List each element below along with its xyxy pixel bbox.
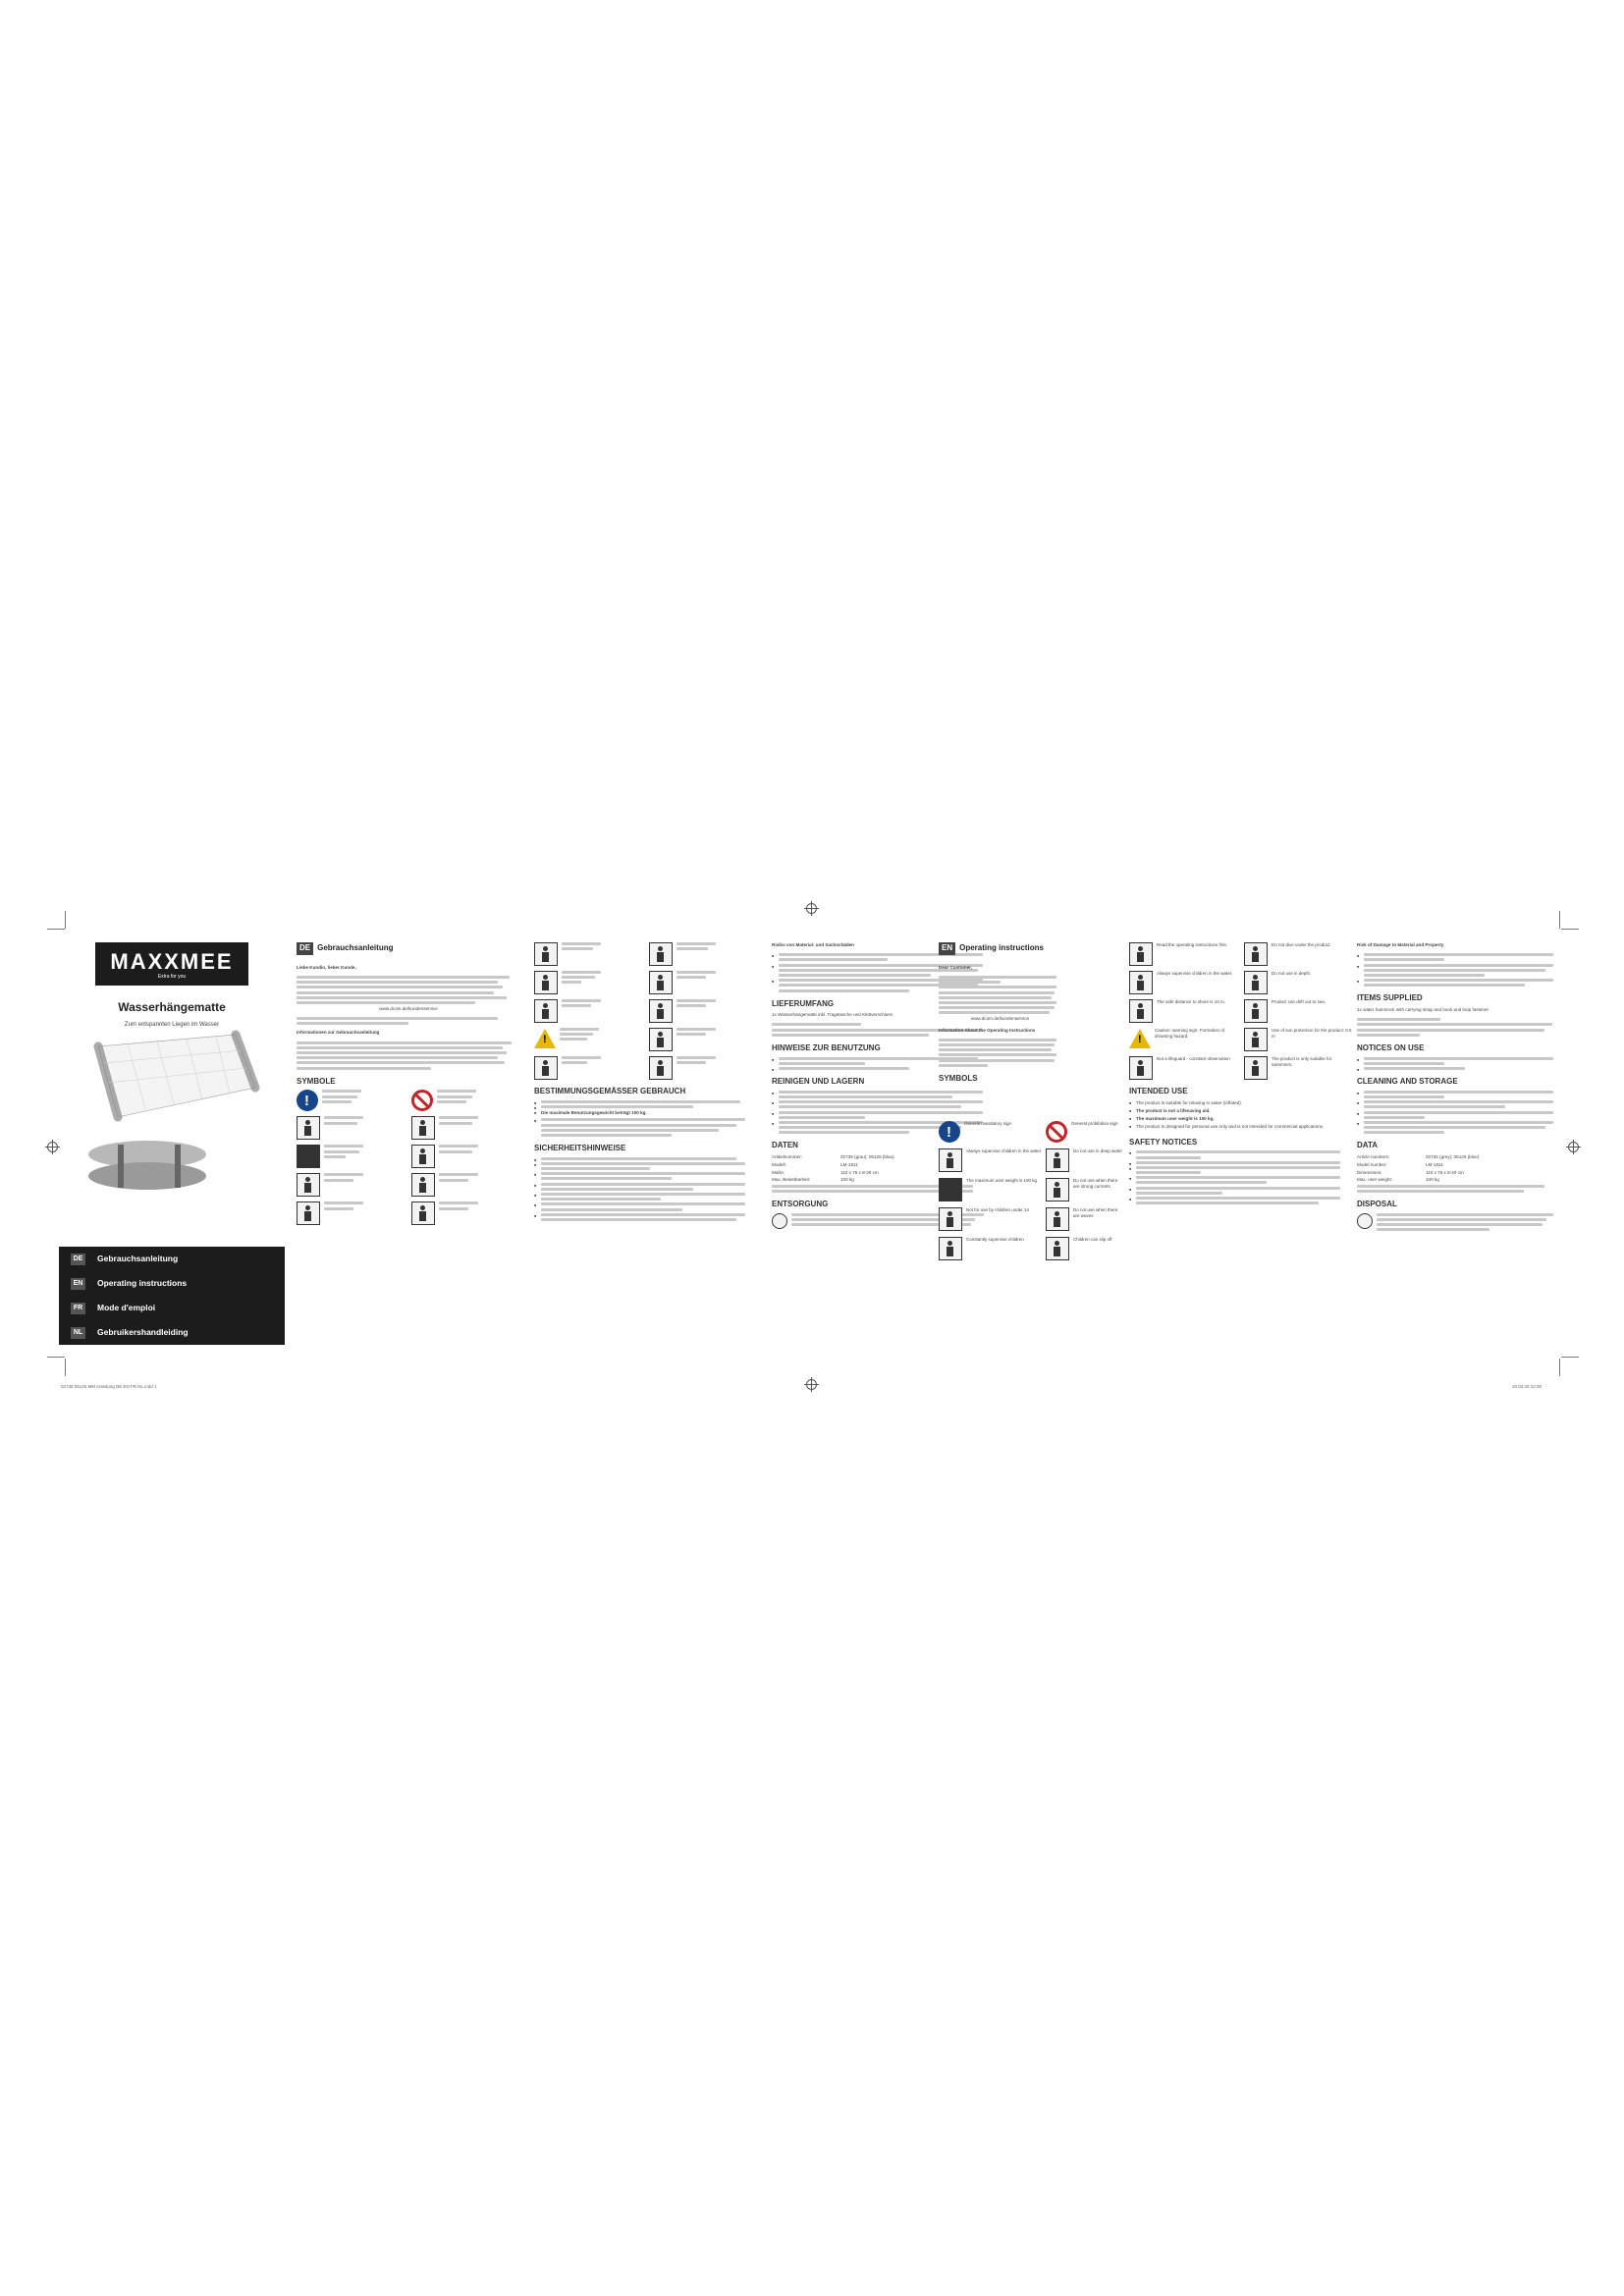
symbol-item: Always supervise children in the water [939, 1148, 1042, 1172]
data-row: Modell: LM-1811 [772, 1161, 858, 1167]
crop-mark [65, 1359, 66, 1376]
data-row: Artikelnummer: 02735 (grau); 05125 (blau) [772, 1154, 894, 1160]
reading-icon [1129, 942, 1153, 966]
bullet-item: ■ The maximum user weight is 100 kg. [1129, 1116, 1353, 1122]
lifeguard-icon [1129, 1056, 1153, 1080]
drift-icon [1244, 999, 1268, 1023]
registration-mark-icon [806, 1379, 817, 1390]
info-heading: Information About the Operating Instructions [939, 1027, 1036, 1033]
symbol-item: The safe distance to shore is 10 m. [1129, 999, 1238, 1023]
registration-mark-icon [1568, 1142, 1579, 1152]
disposal-heading: ENTSORGUNG [772, 1200, 829, 1209]
bullet-item [1357, 1111, 1565, 1119]
print-slug-right: 20.03.25 10:30 [1512, 1384, 1543, 1389]
bullet-item: ■ The product is suitable for relaxing in water (inflated). [1129, 1100, 1353, 1106]
symbol-item: General prohibition sign [1046, 1121, 1124, 1143]
scope-heading: LIEFERUMFANG [772, 998, 835, 1008]
section-title: Operating instructions [959, 943, 1044, 952]
risk-heading: Risiko von Material- und Sachschäden [772, 942, 854, 947]
crop-mark [1561, 929, 1579, 930]
symbol-item: Use of sun protection for the product: 0.5 m [1244, 1028, 1353, 1051]
data-heading: DATA [1357, 1141, 1379, 1150]
symbols-grid [1129, 942, 1353, 1080]
symbols-heading: SYMBOLS [939, 1073, 978, 1083]
en-details-panel [1357, 942, 1565, 1345]
brand-name: MAXXMEE [110, 948, 234, 974]
symbol-item: The maximum user weight is 100 kg [939, 1178, 1042, 1201]
items-supplied-heading: ITEMS SUPPLIED [1357, 993, 1423, 1003]
supplied-notes [1357, 1018, 1565, 1037]
greeting: Dear Customer, [939, 964, 972, 970]
bullet-item [1357, 1091, 1565, 1098]
print-slug-left: 02735 05125 MM Anleitung DE EN FR NL.indd 1 [61, 1384, 157, 1389]
symbol-item: Do not use when there are strong currents [1046, 1178, 1124, 1201]
bullet-item [1129, 1176, 1353, 1184]
symbol-item: Always supervise children in the water. [1129, 971, 1238, 994]
bullet-item [1357, 953, 1565, 961]
items-supplied-text: 1x water hammock with carrying strap and hook and loop fastener [1357, 1007, 1489, 1013]
language-badge: DE [297, 942, 313, 955]
symbol-item: Not for use by children under 14 [939, 1207, 1042, 1231]
bullet-item [1357, 1067, 1565, 1070]
symbols-heading: SYMBOLE [297, 1076, 336, 1086]
service-url: www.dcom.de/kundenservice [970, 1016, 1030, 1022]
recycling-icon [1357, 1213, 1373, 1229]
symbol-item: Not a lifeguard - constant observation [1129, 1056, 1238, 1080]
data-row: Dimensions: 110 x 75 x 8-20 cm [1357, 1169, 1464, 1175]
symbol-item: ! General mandatory sign [939, 1121, 1042, 1143]
english-usage [59, 934, 1565, 1352]
language-item-en: EN Operating instructions [59, 1271, 285, 1296]
shore-distance-icon [1129, 999, 1153, 1023]
data-heading: DATEN [772, 1141, 798, 1150]
crop-mark [1559, 1359, 1560, 1376]
safety-heading: SICHERHEITSHINWEISE [534, 1143, 626, 1152]
language-item-de: DE Gebrauchsanleitung [59, 1247, 285, 1271]
usage-heading: HINWEISE ZUR BENUTZUNG [772, 1042, 881, 1052]
brand-tagline: Extra for you [157, 974, 187, 981]
supervise-icon [1129, 971, 1153, 994]
crop-mark [1561, 1357, 1579, 1358]
crop-mark [47, 929, 65, 930]
symbol-item: Do not use when there are waves [1046, 1207, 1124, 1231]
bullet-item [1357, 964, 1565, 977]
data-row: Max. Belastbarkeit: 100 kg [772, 1177, 854, 1183]
warning-triangle-icon [1129, 1028, 1151, 1049]
info-heading: Informationen zur Gebrauchsanleitung [297, 1030, 380, 1036]
bullet-item [1357, 979, 1565, 987]
language-badge: EN [939, 942, 955, 955]
symbol-item: The product is only suitable for swimmers. [1244, 1056, 1353, 1080]
data-row: Model number: LM-1811 [1357, 1161, 1443, 1167]
notices-on-use-heading: NOTICES ON USE [1357, 1042, 1425, 1052]
registration-mark-icon [47, 1142, 58, 1152]
symbol-item: Children can slip off [1046, 1237, 1124, 1260]
en-usage-panel [1129, 942, 1353, 1345]
scope-text: 1x Wasserhängematte inkl. Tragetasche und Klettverschluss [772, 1012, 893, 1018]
swimmer-icon [1244, 1056, 1268, 1080]
service-url: www.dcom.de/kundenservice [379, 1006, 438, 1012]
section-title: Gebrauchsanleitung [317, 943, 394, 952]
safety-heading: SAFETY NOTICES [1129, 1137, 1198, 1147]
data-notes [1357, 1185, 1565, 1193]
bullet-item [1357, 1100, 1565, 1108]
intended-use-heading: INTENDED USE [1129, 1087, 1188, 1095]
language-item-fr: FR Mode d'emploi [59, 1296, 285, 1320]
symbol-item: Product can drift out to sea. [1244, 999, 1353, 1023]
registration-mark-icon [806, 903, 817, 914]
bullet-item [1129, 1166, 1353, 1174]
data-row: Maße: 110 x 75 x 8-20 cm [772, 1169, 879, 1175]
bullet-item: ■ The product is not a lifesaving aid. [1129, 1108, 1353, 1114]
language-item-nl: NL Gebruikershandleiding [59, 1320, 285, 1345]
bullet-item: ■ The product is designed for personal use only and is not intended for commercial applications. [1129, 1124, 1353, 1130]
product-subtitle: Zum entspannten Liegen im Wasser [124, 1022, 220, 1029]
greeting: Liebe Kundin, lieber Kunde, [297, 964, 356, 970]
symbol-item: Do not dive under the product. [1244, 942, 1353, 966]
symbol-item: ! Caution: warning sign: Formation of drowning hazard. [1129, 1028, 1238, 1051]
cleaning-heading: CLEANING AND STORAGE [1357, 1077, 1458, 1087]
bullet-item [1129, 1187, 1353, 1195]
bullet-item [1357, 1057, 1565, 1065]
depth-icon [1244, 971, 1268, 994]
bullet-item [1129, 1161, 1353, 1164]
no-diving-icon [1244, 942, 1268, 966]
product-title: Wasserhängematte [118, 1000, 226, 1014]
bullet-item: ■ Die maximale Benutzungsgewicht beträgt 100 kg. [534, 1110, 758, 1116]
disposal-heading: DISPOSAL [1357, 1200, 1397, 1209]
distance-icon [1244, 1028, 1268, 1051]
symbol-item: Constantly supervise children [939, 1237, 1042, 1260]
bullet-item [1129, 1197, 1353, 1204]
crop-mark [47, 1357, 65, 1358]
risk-heading: Risk of Damage to Material and Property [1357, 942, 1444, 947]
symbol-item: Do not use in deep water [1046, 1148, 1124, 1172]
crop-mark [65, 911, 66, 929]
intended-use-heading: BESTIMMUNGSGEMÄSSER GEBRAUCH [534, 1087, 686, 1095]
crop-mark [1559, 911, 1560, 929]
bullet-item [1357, 1121, 1565, 1134]
disposal-text [1357, 1213, 1565, 1234]
bullet-item [1129, 1150, 1353, 1158]
symbol-item: Read the operating instructions first. [1129, 942, 1238, 966]
data-row: Article numbers: 02735 (grey); 05125 (blue) [1357, 1154, 1480, 1160]
cleaning-heading: REINIGEN UND LAGERN [772, 1077, 865, 1087]
symbol-item: Do not use in depth. [1244, 971, 1353, 994]
data-row: Max. user weight: 100 kg [1357, 1177, 1439, 1183]
